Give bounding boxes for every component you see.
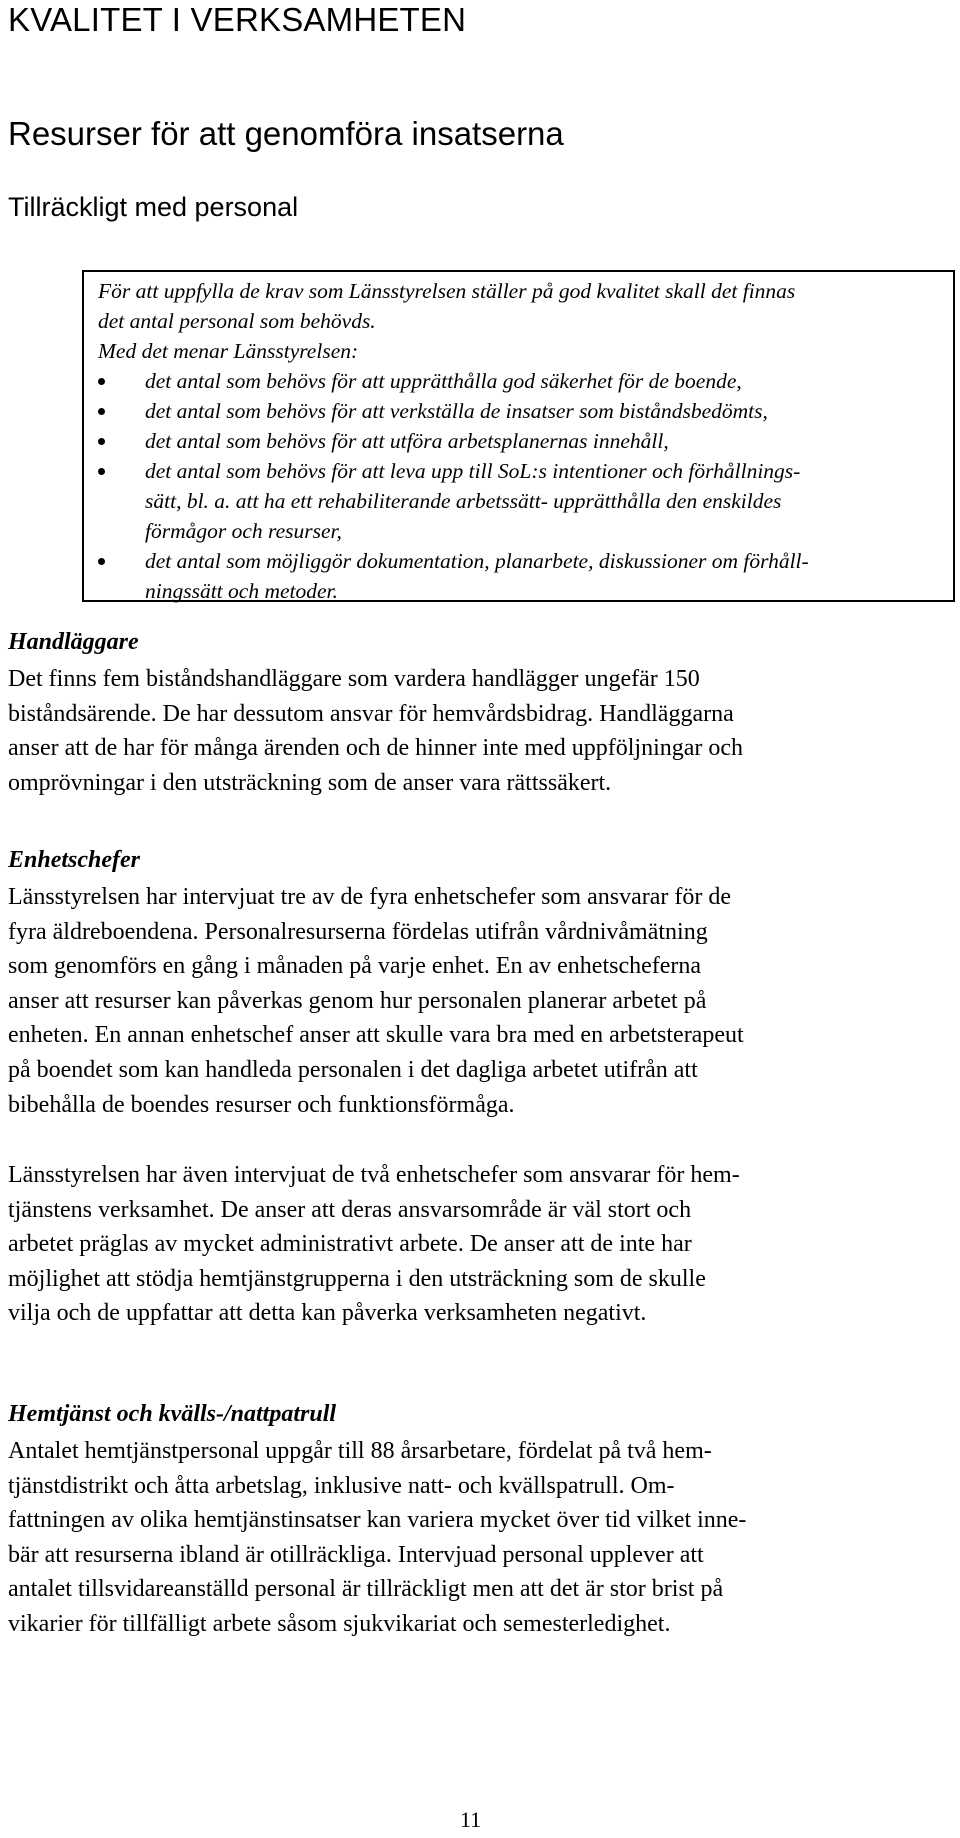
paragraph-enhetschefer-hemtjanst: Länsstyrelsen har även intervjuat de två enhetschefer som ansvarar för hem- tjänstens verksamhet. De anser att deras ansvarsområde är väl stort och arbetet präglas av mycket administrativt arbete. De anser att de inte har möjlighet att stödja hemtjänstgrupperna i den utsträckning som de skulle vilja och de uppfattar att detta kan påverka verksamheten negativt. xyxy=(8,1162,740,1327)
section-title-enhetschefer: Enhetschefer xyxy=(8,847,140,873)
section-title-handlaggare: Handläggare xyxy=(8,629,139,655)
criteria-item: det antal som behövs för att upprätthålla god säkerhet för de boende, xyxy=(98,366,945,396)
section-title-hemtjanst: Hemtjänst och kvälls-/nattpatrull xyxy=(8,1401,337,1427)
bullet-icon xyxy=(98,408,105,415)
criteria-item: det antal som behövs för att verkställa de insatser som biståndsbedömts, xyxy=(98,396,945,426)
criteria-intro: För att uppfylla de krav som Länsstyrelsen ställer på god kvalitet skall det finnas det antal personal som behövds. Med det menar Länsstyrelsen: xyxy=(98,279,796,363)
criteria-list xyxy=(98,366,945,606)
bullet-icon xyxy=(98,438,105,445)
criteria-item: det antal som behövs för att utföra arbetsplanernas innehåll, xyxy=(98,426,945,456)
section-heading: Resurser för att genomföra insatserna xyxy=(8,115,564,152)
paragraph-handlaggare: Det finns fem biståndshandläggare som vardera handlägger ungefär 150 biståndsärende. De har dessutom ansvar för hemvårdsbidrag. Handläggarna anser att de har för många ärenden och de hinner inte med uppföljningar och omprövningar i den utsträckning som de anser vara rättssäkert. xyxy=(8,666,744,796)
paragraph-enhetschefer: Länsstyrelsen har intervjuat tre av de fyra enhetschefer som ansvarar för de fyra äldreboendena. Personalresurserna fördelas utifrån vårdnivåmätning som genomförs en gång i månaden på varje enhet. En av enhetscheferna anser att resurser kan påverkas genom hur personalen planerar arbetet på enheten. En annan enhetschef anser att skulle vara bra med en arbetsterapeut på boendet som kan handleda personalen i det dagliga arbetet utifrån att bibehålla de boendes resurser och funktionsförmåga. xyxy=(8,884,744,1118)
page-number: 11 xyxy=(460,1807,482,1832)
bullet-icon xyxy=(98,558,105,565)
subsection-heading: Tillräckligt med personal xyxy=(8,192,299,222)
criteria-item: det antal som behövs för att leva upp till SoL:s intentioner och förhållnings- sätt, bl. a. att ha ett rehabiliterande arbetssätt- upprätthålla den enskildes förmågor och resurser, xyxy=(98,456,945,546)
criteria-box xyxy=(82,270,955,602)
paragraph-hemtjanst: Antalet hemtjänstpersonal uppgår till 88 årsarbetare, fördelat på två hem- tjänstdistrikt och åtta arbetslag, inklusive natt- och kvällspatrull. Om- fattningen av olika hemtjänstinsatser kan variera mycket över tid vilket inne- bär att resurserna ibland är otillräckliga. Intervjuad personal upplever att antalet tillsvidareanställd personal är tillräckligt men att det är stor brist på vikarier för tillfälligt arbete såsom sjukvikariat och semesterledighet. xyxy=(8,1438,747,1637)
bullet-icon xyxy=(98,378,105,385)
bullet-icon xyxy=(98,468,105,475)
document-title: KVALITET I VERKSAMHETEN xyxy=(8,1,467,38)
criteria-item: det antal som möjliggör dokumentation, planarbete, diskussioner om förhåll- ningssätt och metoder. xyxy=(98,546,945,606)
